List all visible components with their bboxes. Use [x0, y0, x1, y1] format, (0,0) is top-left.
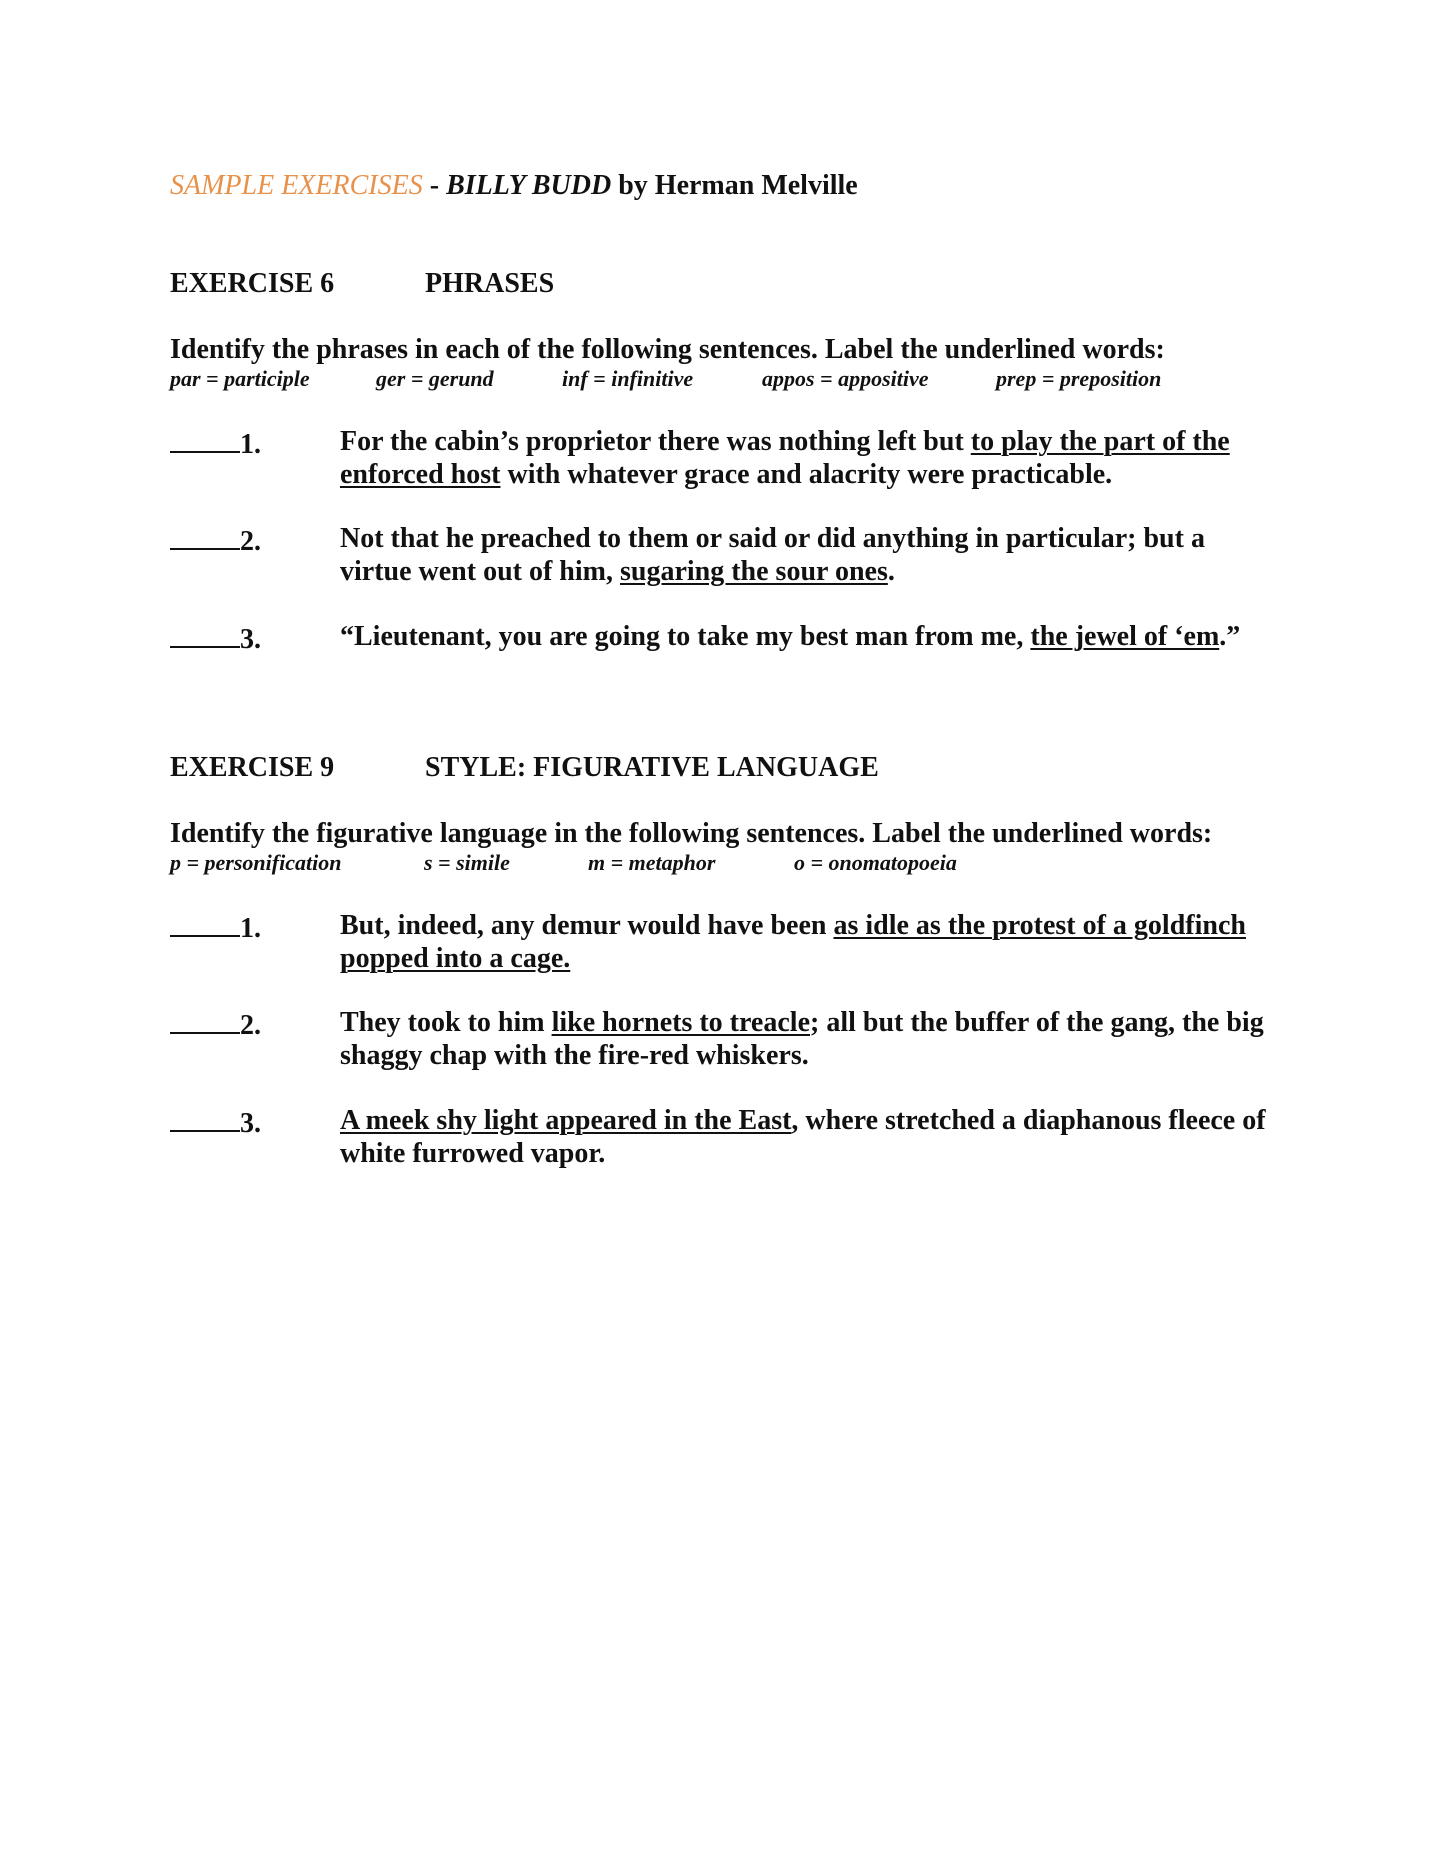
- item-sentence: A meek shy light appeared in the East, where stretched a diaphanous fleece of white furrowed vapor.: [340, 1105, 1266, 1169]
- legend-item: ger = gerund: [376, 366, 494, 391]
- item-sentence: “Lieutenant, you are going to take my best man from me, the jewel of ‘em.”: [340, 621, 1241, 652]
- page-title: [170, 170, 858, 202]
- legend-item: inf = infinitive: [562, 366, 694, 391]
- item-number: 3.: [240, 1108, 261, 1139]
- answer-blank[interactable]: [170, 425, 261, 461]
- book-title: BILLY BUDD: [446, 170, 612, 201]
- underlined-phrase: the jewel of ‘em: [1030, 621, 1220, 652]
- title-separator: -: [422, 170, 447, 201]
- answer-blank[interactable]: [170, 522, 261, 558]
- exercise-9-item-3: [170, 1104, 1280, 1170]
- answer-blank[interactable]: [170, 909, 261, 945]
- exercise-6-item-3: [170, 620, 1280, 653]
- exercise-9-item-2: [170, 1006, 1280, 1072]
- exercise-9-item-1: [170, 909, 1280, 975]
- answer-blank[interactable]: [170, 620, 261, 656]
- exercise-6-item-2: [170, 522, 1280, 588]
- exercise-9-heading: [170, 752, 879, 784]
- underlined-phrase: like hornets to treacle: [551, 1007, 810, 1038]
- legend-item: prep = preposition: [996, 366, 1162, 391]
- legend-item: o = onomatopoeia: [794, 850, 957, 875]
- underlined-phrase: sugaring the sour ones: [619, 556, 888, 587]
- item-number: 2.: [240, 526, 261, 557]
- exercise-topic: PHRASES: [425, 268, 555, 299]
- underlined-phrase: to play the part of the enforced host: [340, 426, 1230, 490]
- item-sentence: Not that he preached to them or said or did anything in particular; but a virtue went out of him, sugaring the sour ones.: [340, 523, 1205, 587]
- legend-item: p = personification: [170, 850, 342, 875]
- exercise-6-instructions: Identify the phrases in each of the following sentences. Label the underlined words:: [170, 334, 1165, 365]
- exercise-number: EXERCISE 9: [170, 752, 335, 783]
- item-number: 1.: [240, 913, 261, 944]
- item-sentence: But, indeed, any demur would have been as idle as the protest of a goldfinch popped into a cage.: [340, 910, 1246, 974]
- legend-item: appos = appositive: [762, 366, 929, 391]
- answer-blank[interactable]: [170, 1006, 261, 1042]
- item-number: 3.: [240, 624, 261, 655]
- item-number: 2.: [240, 1010, 261, 1041]
- exercise-9-instructions: Identify the figurative language in the following sentences. Label the underlined words:: [170, 818, 1213, 849]
- item-number: 1.: [240, 429, 261, 460]
- exercise-topic: STYLE: FIGURATIVE LANGUAGE: [425, 752, 879, 783]
- item-sentence: They took to him like hornets to treacle; all but the buffer of the gang, the big shaggy chap with the fire-red whiskers.: [340, 1007, 1264, 1071]
- sample-exercises-label: SAMPLE EXERCISES: [170, 170, 423, 201]
- exercise-6-heading: [170, 268, 555, 300]
- exercise-number: EXERCISE 6: [170, 268, 335, 299]
- legend-item: m = metaphor: [588, 850, 716, 875]
- item-sentence: For the cabin’s proprietor there was nothing left but to play the part of the enforced host with whatever grace and alacrity were practicable.: [340, 426, 1230, 490]
- legend-item: s = simile: [424, 850, 510, 875]
- author: by Herman Melville: [611, 170, 858, 201]
- underlined-phrase: as idle as the protest of a goldfinch popped into a cage.: [340, 910, 1246, 974]
- exercise-6-item-1: [170, 425, 1280, 491]
- legend-item: par = participle: [170, 366, 310, 391]
- answer-blank[interactable]: [170, 1104, 261, 1140]
- underlined-phrase: A meek shy light appeared in the East: [340, 1105, 792, 1136]
